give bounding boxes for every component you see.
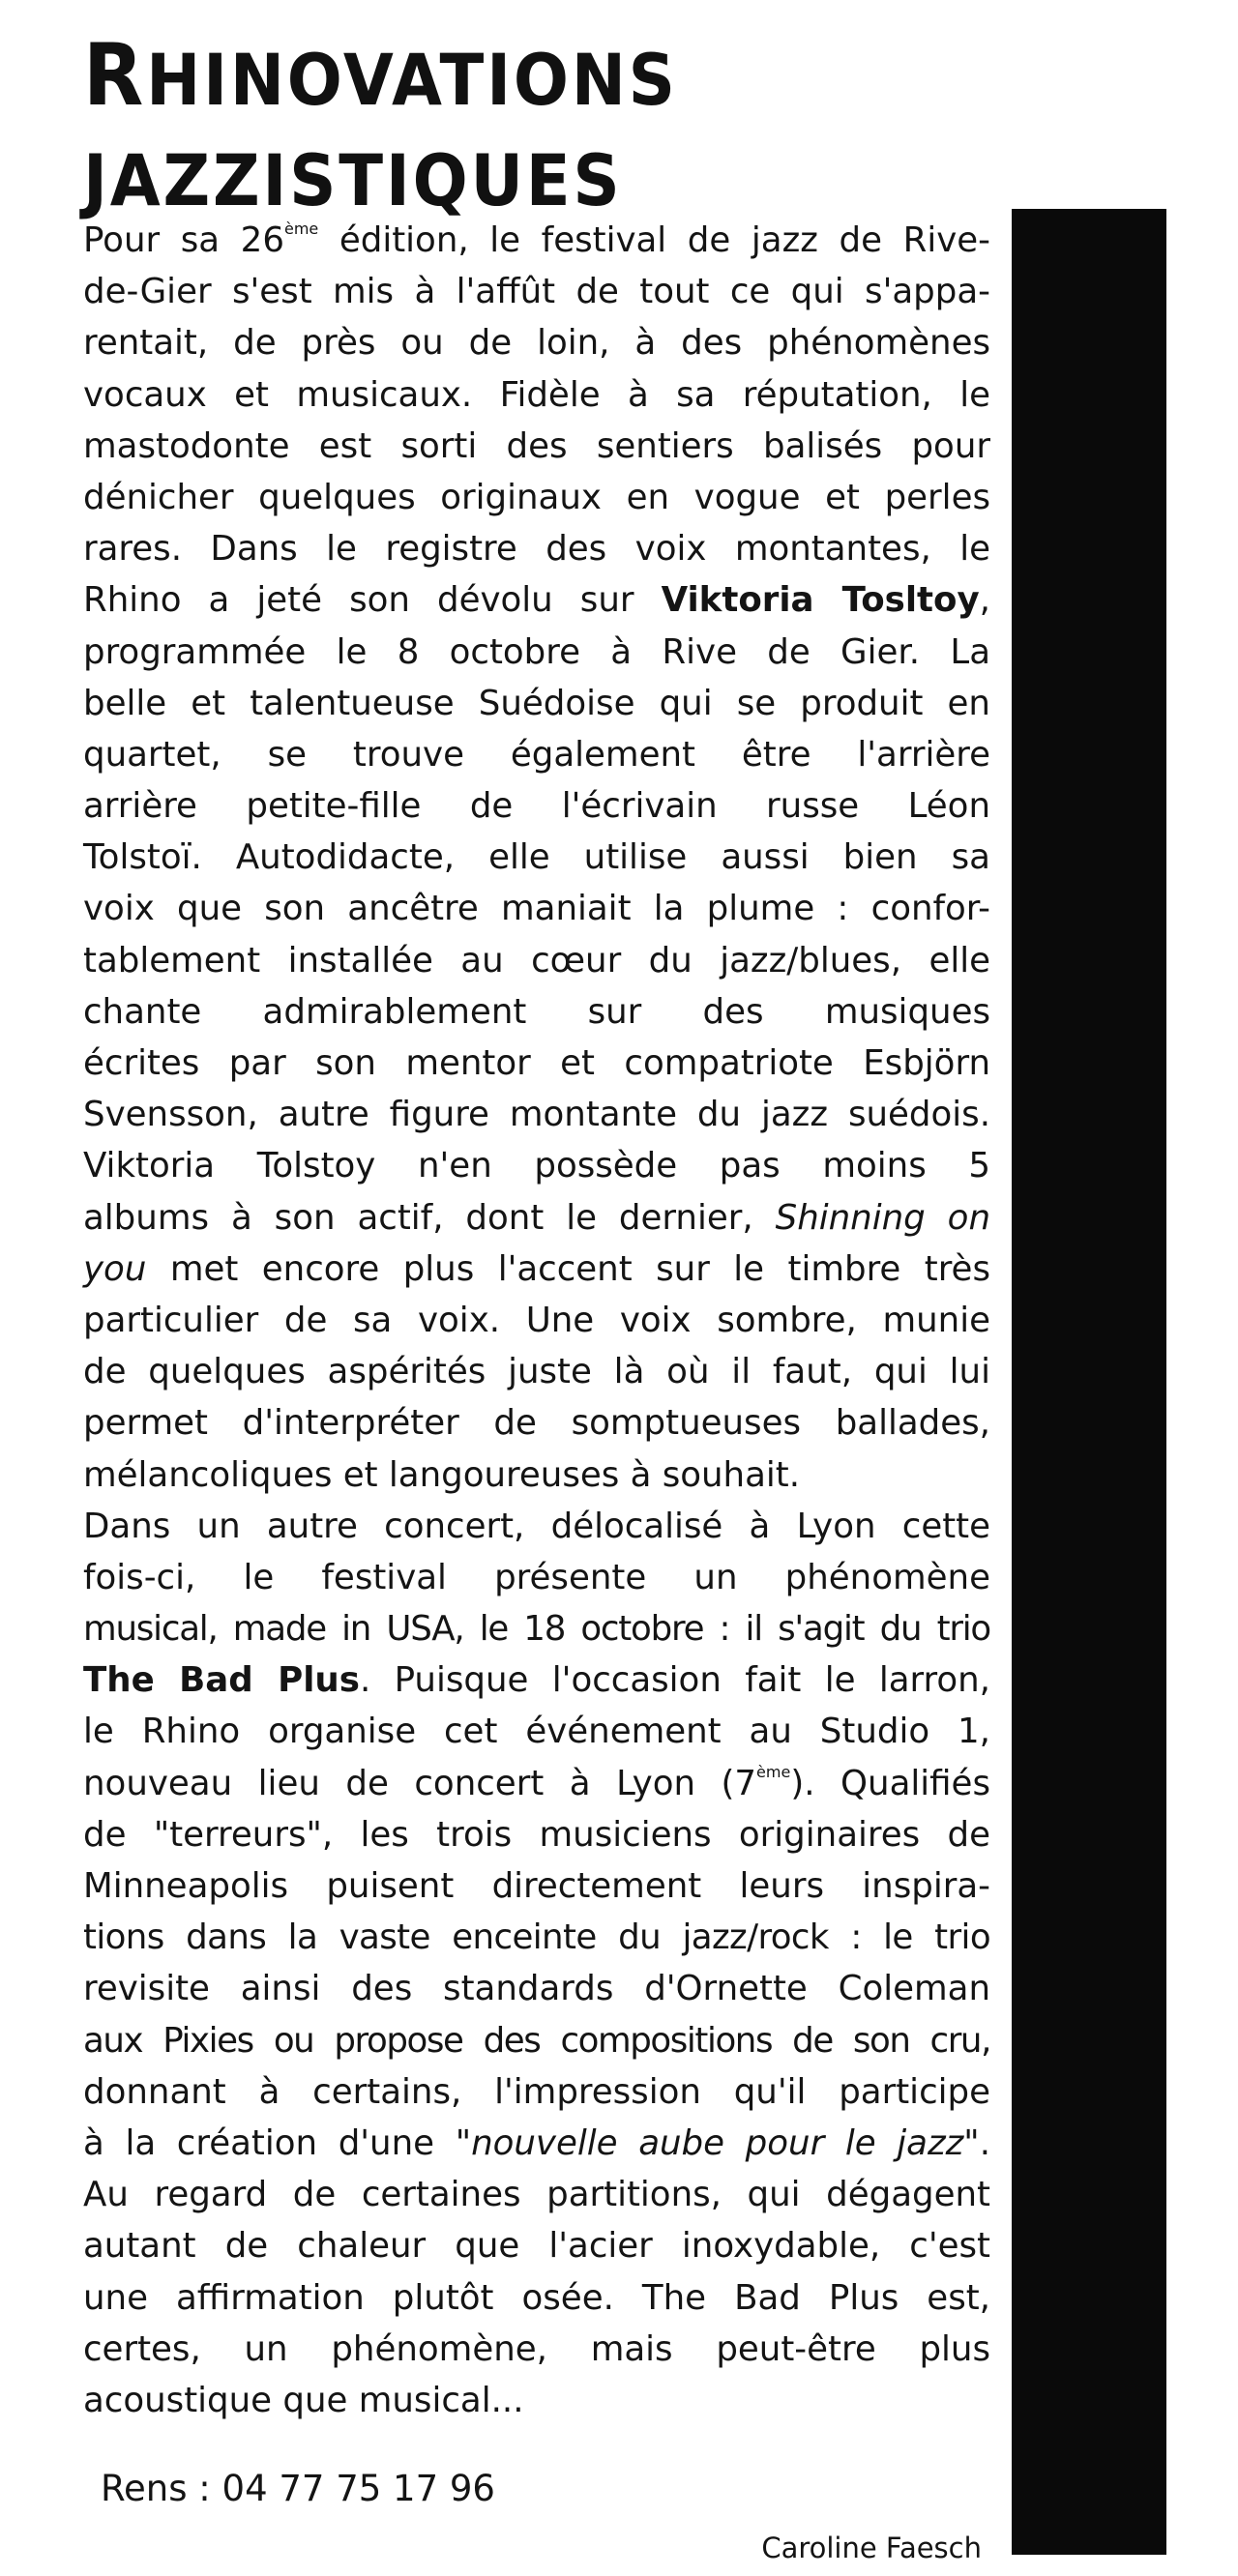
title-line-1-rest: HINOVATIONS	[146, 40, 678, 122]
author-signature: Caroline Faesch	[761, 2532, 982, 2564]
superscript: ème	[756, 1763, 791, 1782]
text-line: mastodonte est sorti des sentiers balisés pour	[83, 425, 990, 466]
text-line: musical, made in USA, le 18 octobre : il s'agit du trio	[83, 1609, 990, 1650]
text-line: permet d'interpréter de somptueuses ballades,	[83, 1403, 990, 1444]
text-line: autant de chaleur que l'acier inoxydable, c'est	[83, 2226, 990, 2267]
text-line	[83, 1758, 990, 1809]
text-line: aux Pixies ou propose des compositions de son cru,	[83, 2020, 990, 2061]
text-line: particulier de sa voix. Une voix sombre, munie	[83, 1300, 990, 1340]
article-body	[83, 215, 990, 2426]
text-line: de-Gier s'est mis à l'affût de tout ce qui s'appa-	[83, 272, 990, 312]
artist-name-bold: Viktoria Tosltoy	[661, 580, 980, 621]
text-line: rares. Dans le registre des voix montantes, le	[83, 529, 990, 570]
text-fragment: Rhino a jeté son dévolu sur	[83, 580, 662, 621]
text-line	[83, 1192, 990, 1244]
text-line: donnant à certains, l'impression qu'il participe	[83, 2071, 990, 2112]
text-line: de "terreurs", les trois musiciens originaires de	[83, 1814, 990, 1855]
text-line: belle et talentueuse Suédoise qui se produit en	[83, 683, 990, 723]
contact-phone: Rens : 04 77 75 17 96	[101, 2468, 495, 2509]
text-line: une affirmation plutôt osée. The Bad Plus est,	[83, 2277, 990, 2318]
album-title-italic: Shinning on	[775, 1197, 990, 1238]
text-line: Au regard de certaines partitions, qui dégagent	[83, 2175, 990, 2215]
text-line: Tolstoï. Autodidacte, elle utilise aussi bien sa	[83, 837, 990, 878]
text-line: Dans un autre concert, délocalisé à Lyon cette	[83, 1506, 990, 1546]
text-line: vocaux et musicaux. Fidèle à sa réputation, le	[83, 374, 990, 415]
text-line: arrière petite-fille de l'écrivain russe Léon	[83, 786, 990, 827]
superscript: ème	[283, 220, 319, 239]
text-line: tablement installée au cœur du jazz/blues, elle	[83, 940, 990, 981]
text-line: Minneapolis puisent directement leurs inspira-	[83, 1866, 990, 1906]
text-fragment: édition, le festival de jazz de Rive-	[318, 220, 991, 260]
text-fragment: met encore plus l'accent sur le timbre très	[146, 1248, 990, 1289]
text-line: fois-ci, le festival présente un phénomène	[83, 1557, 990, 1597]
text-fragment: . Puisque l'occasion fait le larron,	[359, 1660, 990, 1701]
title-initial: R	[83, 25, 147, 125]
black-side-bar	[1012, 209, 1166, 2555]
text-line: revisite ainsi des standards d'Ornette Coleman	[83, 1969, 990, 2009]
text-line	[83, 215, 990, 266]
text-line: le Rhino organise cet événement au Studio 1,	[83, 1712, 990, 1752]
quote-italic: "nouvelle aube pour le jazz"	[455, 2122, 980, 2163]
text-line: acoustique que musical...	[83, 2380, 524, 2420]
text-line: quartet, se trouve également être l'arrière	[83, 734, 990, 775]
band-name-bold: The Bad Plus	[83, 1660, 360, 1701]
text-fragment: à la création d'une	[83, 2122, 456, 2163]
text-fragment: .	[979, 2122, 990, 2163]
text-line: mélancoliques et langoureuses à souhait.	[83, 1454, 801, 1495]
text-fragment: nouveau lieu de concert à Lyon (7	[83, 1763, 757, 1803]
text-line: Viktoria Tolstoy n'en possède pas moins 5	[83, 1146, 990, 1186]
text-line: dénicher quelques originaux en vogue et perles	[83, 477, 990, 517]
text-line: chante admirablement sur des musiques	[83, 991, 990, 1032]
text-fragment: albums à son actif, dont le dernier,	[83, 1197, 776, 1238]
text-line: programmée le 8 octobre à Rive de Gier. La	[83, 631, 990, 672]
text-line: tions dans la vaste enceinte du jazz/rock : le trio	[83, 1917, 990, 1958]
text-fragment: Pour sa 26	[83, 220, 284, 260]
text-line: écrites par son mentor et compatriote Esbjörn	[83, 1043, 990, 1083]
text-line: Svensson, autre figure montante du jazz suédois.	[83, 1095, 990, 1135]
text-line: certes, un phénomène, mais peut-être plus	[83, 2328, 990, 2369]
text-line	[83, 1244, 990, 1295]
text-line	[83, 2118, 990, 2169]
title-line-2: JAZZISTIQUES	[83, 140, 623, 222]
text-line	[83, 574, 990, 626]
text-fragment: ). Qualifiés	[790, 1763, 990, 1803]
text-fragment: ,	[979, 580, 990, 621]
text-line: voix que son ancêtre maniait la plume : confor-	[83, 889, 990, 929]
text-line: rentait, de près ou de loin, à des phénomènes	[83, 323, 990, 364]
text-line	[83, 1654, 990, 1706]
album-title-italic: you	[83, 1248, 147, 1289]
title-line-1	[83, 25, 1062, 132]
article-title	[83, 25, 1062, 232]
text-line: de quelques aspérités juste là où il faut, qui lui	[83, 1352, 990, 1392]
